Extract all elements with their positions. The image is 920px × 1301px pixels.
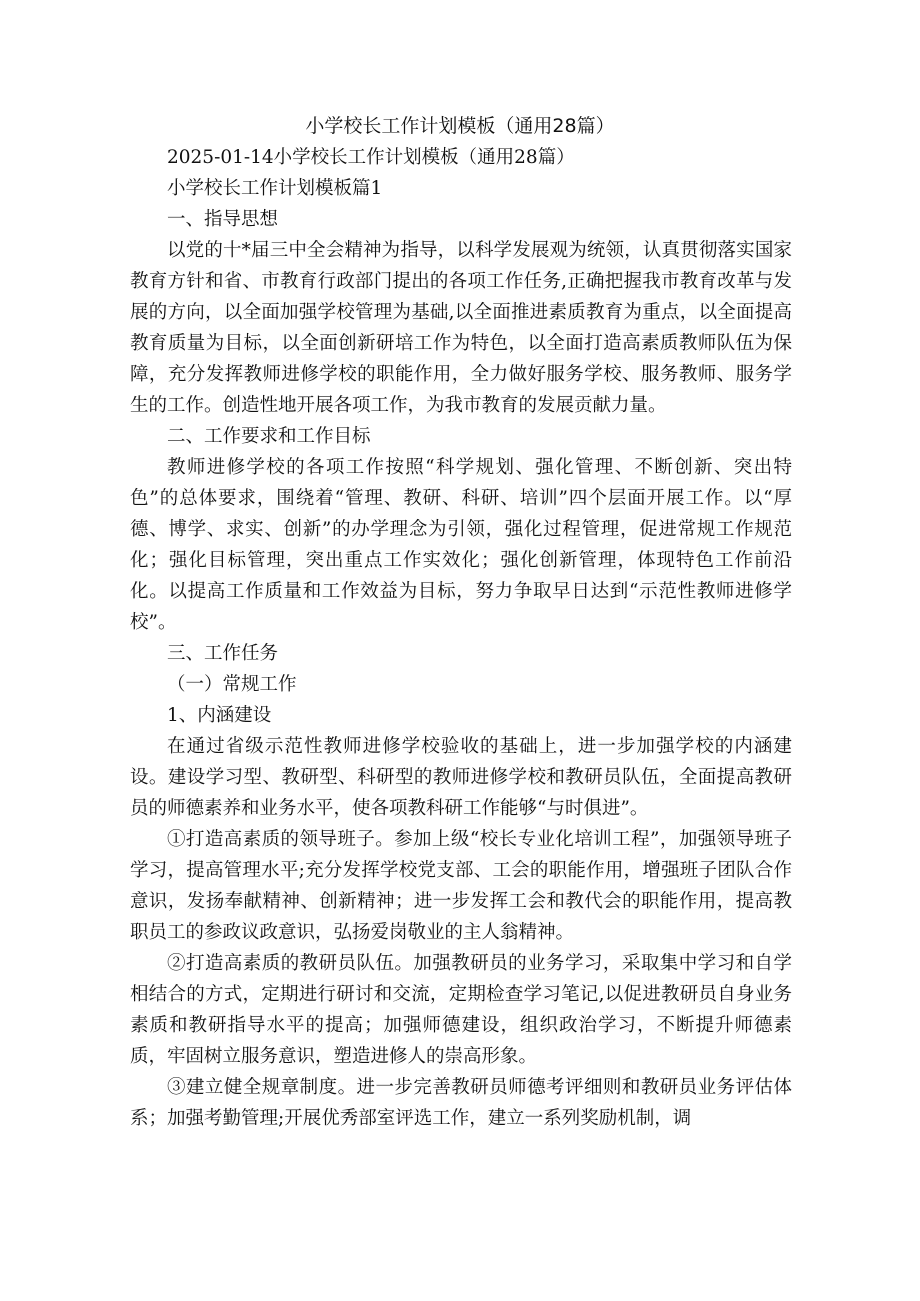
paragraph-rules-system: ③建立健全规章制度。进一步完善教研员师德考评细则和教研员业务评估体系；加强考勤管理;开展优秀部室评选工作，建立一系列奖励机制，调	[130, 1077, 792, 1129]
document-body	[130, 142, 792, 1134]
item-heading-connotation-building: 1、内涵建设	[167, 705, 272, 726]
paragraph-connotation-building: 在通过省级示范性教师进修学校验收的基础上，进一步加强学校的内涵建设。建设学习型、教研型、科研型的教师进修学校和教研员队伍，全面提高教研员的师德素养和业务水平，使各项教科研工作能够“与时俱进”。	[130, 736, 792, 819]
paragraph-guiding-ideology: 以党的十*届三中全会精神为指导，以科学发展观为统领，认真贯彻落实国家教育方针和省、市教育行政部门提出的各项工作任务,正确把握我市教育改革与发展的方向，以全面加强学校管理为基础,以全面推进素质教育为重点，以全面提高教育质量为目标，以全面创新研培工作为特色，以全面打造高素质教师队伍为保障，充分发挥教师进修学校的职能作用，全力做好服务学校、服务教师、服务学生的工作。创造性地开展各项工作，为我市教育的发展贡献力量。	[130, 240, 792, 416]
paragraph-requirements-goals: 教师进修学校的各项工作按照“科学规划、强化管理、不断创新、突出特色”的总体要求，围绕着“管理、教研、科研、培训”四个层面开展工作。以“厚德、博学、求实、创新”的办学理念为引领，强化过程管理，促进常规工作规范化；强化目标管理，突出重点工作实效化；强化创新管理，体现特色工作前沿化。以提高工作质量和工作效益为目标，努力争取早日达到“示范性教师进修学校”。	[130, 457, 792, 633]
section-heading-requirements-goals: 二、工作要求和工作目标	[167, 426, 371, 447]
paragraph-research-staff: ②打造高素质的教研员队伍。加强教研员的业务学习，采取集中学习和自学相结合的方式，定期进行研讨和交流，定期检查学习笔记,以促进教研员自身业务素质和教研指导水平的提高；加强师德建设，组织政治学习，不断提升师德素质，牢固树立服务意识，塑造进修人的崇高形象。	[130, 953, 792, 1067]
date-line: 2025-01-14小学校长工作计划模板（通用28篇）	[167, 147, 575, 168]
paragraph-leadership-team: ①打造高素质的领导班子。参加上级“校长专业化培训工程”，加强领导班子学习，提高管理水平;充分发挥学校党支部、工会的职能作用，增强班子团队合作意识，发扬奉献精神、创新精神；进一步发挥工会和教代会的职能作用，提高教职员工的参政议政意识，弘扬爱岗敬业的主人翁精神。	[130, 829, 792, 943]
subsection-heading-routine-work: （一）常规工作	[167, 674, 297, 695]
section-heading-guiding-ideology: 一、指导思想	[167, 209, 279, 230]
document-title: 小学校长工作计划模板（通用28篇）	[305, 115, 615, 137]
piece-heading: 小学校长工作计划模板篇1	[167, 178, 383, 199]
section-heading-work-tasks: 三、工作任务	[167, 643, 279, 664]
